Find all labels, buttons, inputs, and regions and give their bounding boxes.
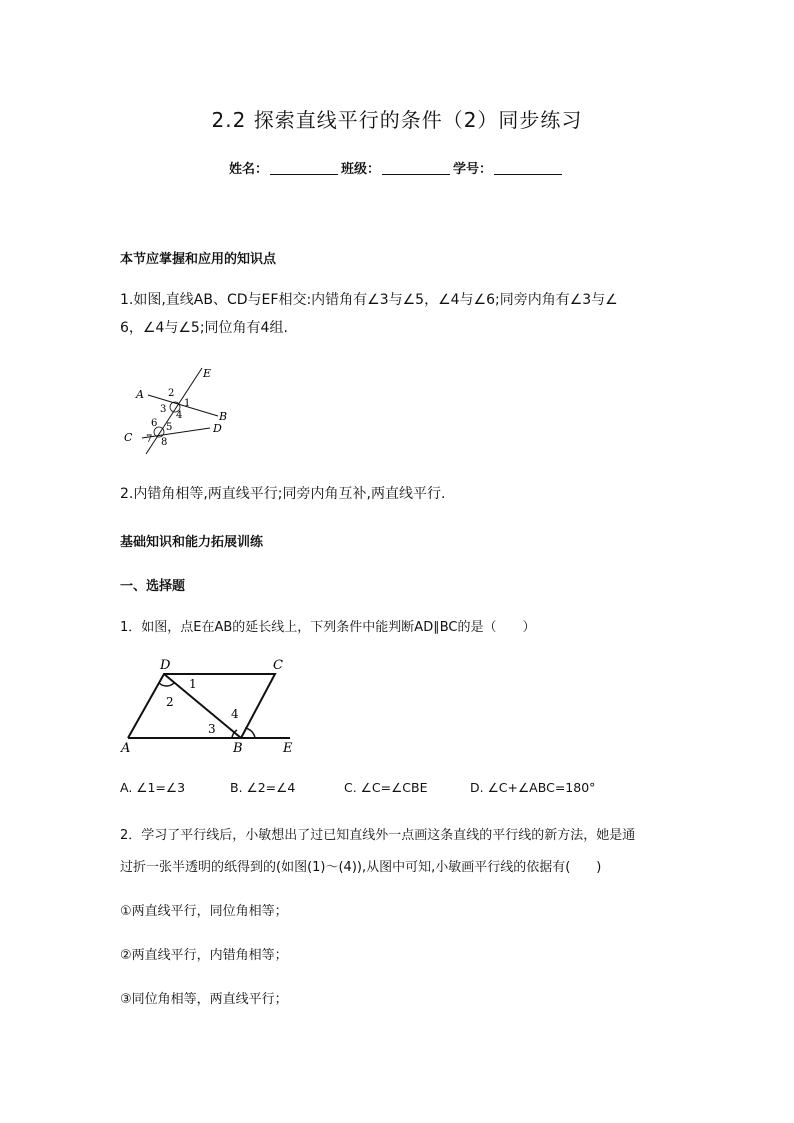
angle-label-2: 2	[168, 388, 175, 399]
knowledge-heading: 本节应掌握和应用的知识点	[120, 252, 277, 267]
angle-label-1: 1	[184, 398, 191, 409]
figure-intersecting-lines	[118, 362, 238, 462]
label-c: C	[124, 431, 133, 444]
option-d[interactable]: D. ∠C+∠ABC=180°	[470, 780, 596, 795]
question-2-line2: 过折一张半透明的纸得到的(如图(1)～(4)),从图中可知,小敏画平行线的依据有( )	[120, 860, 602, 875]
diagonal-db	[164, 674, 241, 738]
training-heading: 基础知识和能力拓展训练	[120, 535, 264, 550]
label-d: D	[160, 658, 171, 673]
label-e: E	[203, 367, 212, 380]
id-label: 学号：	[453, 162, 493, 177]
multiple-choice-heading: 一、选择题	[120, 579, 186, 594]
page-title: 2.2 探索直线平行的条件（2）同步练习	[211, 108, 583, 132]
class-blank[interactable]	[382, 161, 450, 175]
label-b: B	[233, 741, 243, 756]
label-c: C	[273, 658, 283, 673]
angle-arc-d	[159, 683, 174, 686]
option-a[interactable]: A. ∠1=∠3	[120, 780, 186, 795]
name-blank[interactable]	[270, 161, 338, 175]
label-a: A	[121, 741, 131, 756]
angle-label-8: 8	[161, 437, 168, 448]
knowledge-point-1-line2: 6，∠4与∠5;同位角有4组.	[120, 320, 288, 336]
label-e: E	[283, 741, 293, 756]
option-c[interactable]: C. ∠C=∠CBE	[344, 780, 428, 795]
statement-2: ②两直线平行，内错角相等；	[120, 948, 288, 963]
statement-1: ①两直线平行，同位角相等；	[120, 904, 288, 919]
figure-question-1	[118, 652, 308, 762]
label-a: A	[136, 388, 144, 401]
knowledge-point-1-line1: 1.如图,直线AB、CD与EF相交:内错角有∠3与∠5，∠4与∠6;同旁内角有∠3与∠	[120, 292, 618, 308]
student-info	[0, 158, 794, 177]
statement-3: ③同位角相等，两直线平行；	[120, 992, 288, 1007]
label-b: B	[219, 410, 228, 423]
name-label: 姓名：	[228, 162, 268, 177]
line-ab	[148, 395, 218, 416]
angle-label-3: 3	[208, 722, 216, 736]
angle-label-4: 4	[231, 707, 239, 721]
knowledge-point-1	[120, 286, 680, 342]
angle-label-2: 2	[166, 695, 174, 709]
class-label: 班级：	[340, 162, 380, 177]
id-blank[interactable]	[494, 161, 562, 175]
question-2-line1: 2．学习了平行线后，小敏想出了过已知直线外一点画这条直线的平行线的新方法，她是通	[120, 828, 636, 843]
knowledge-point-2: 2.内错角相等,两直线平行;同旁内角互补,两直线平行.	[120, 486, 446, 502]
angle-label-6: 6	[151, 418, 158, 429]
question-2-stem	[120, 820, 680, 884]
angle-label-5: 5	[166, 422, 173, 433]
angle-label-1: 1	[189, 677, 197, 691]
question-1-stem: 1．如图，点E在AB的延长线上，下列条件中能判断AD∥BC的是（ ）	[120, 620, 536, 635]
angle-label-4: 4	[176, 410, 183, 421]
option-b[interactable]: B. ∠2=∠4	[230, 780, 296, 795]
label-d: D	[213, 422, 222, 435]
line-ef	[146, 368, 202, 454]
angle-label-3: 3	[160, 404, 167, 415]
angle-label-7: 7	[146, 434, 153, 445]
